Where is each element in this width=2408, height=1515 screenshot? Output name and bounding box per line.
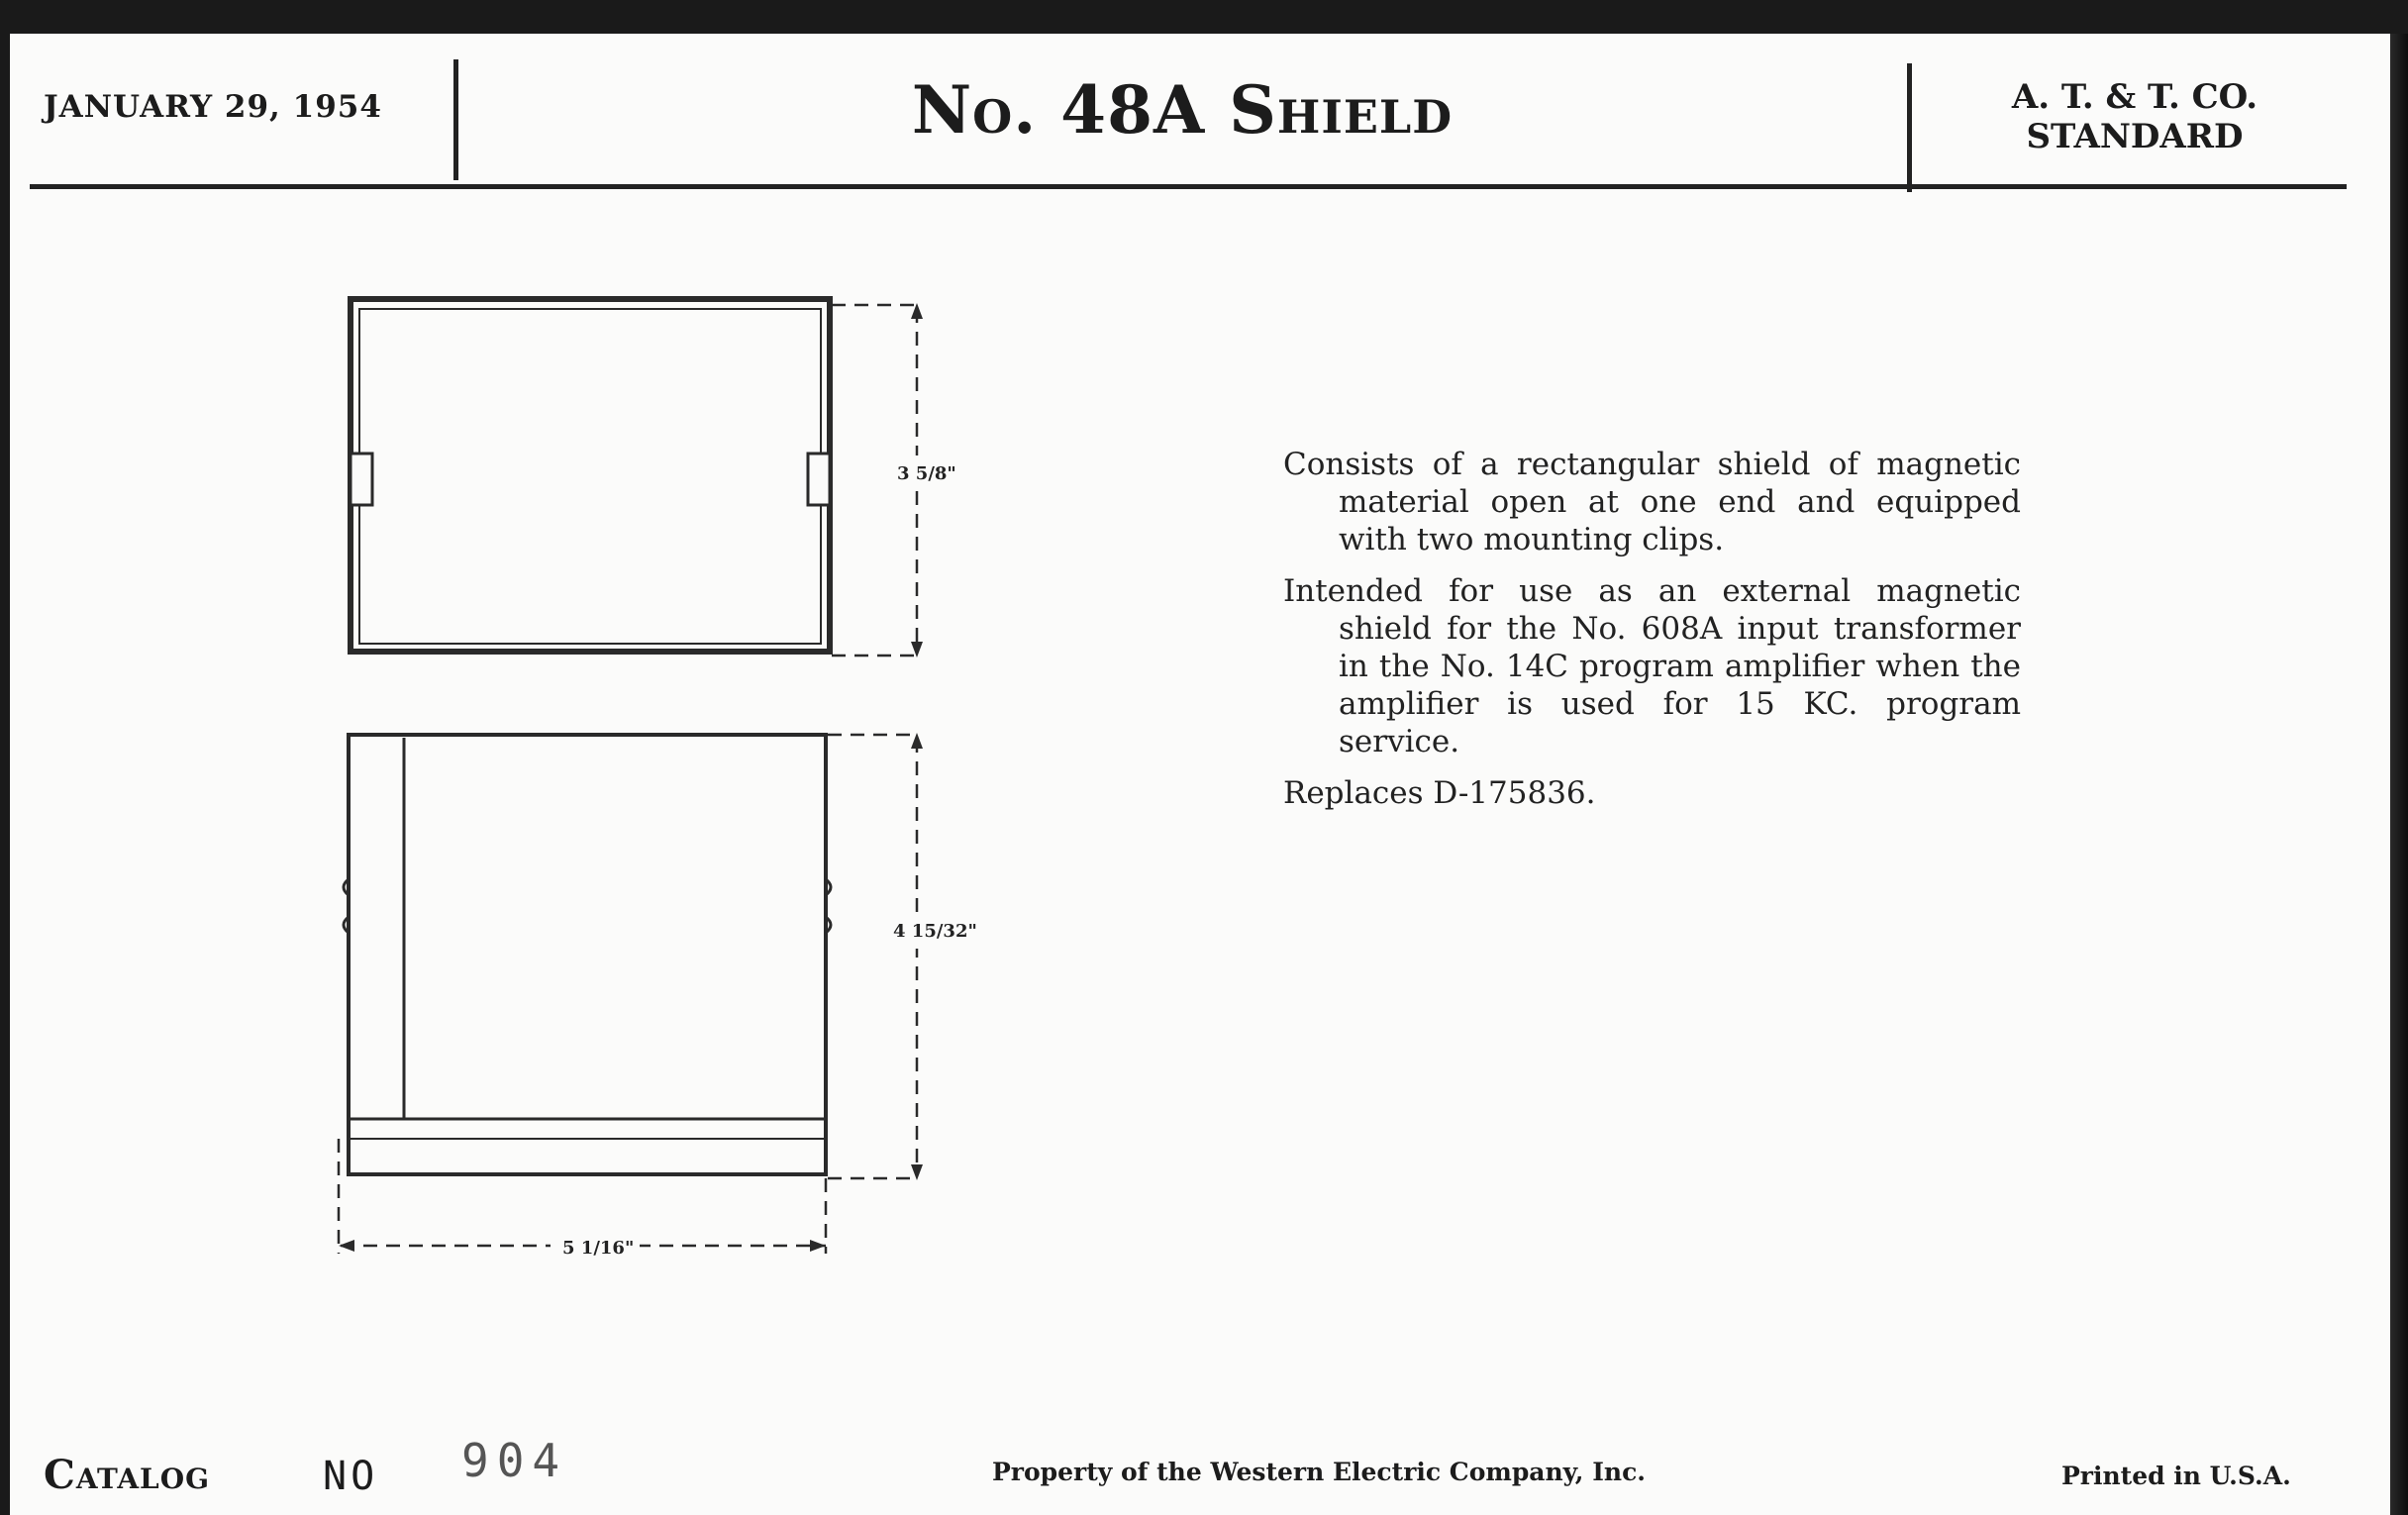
page-title: No. 48A Shield <box>911 71 1454 149</box>
catalog-label: Catalog <box>44 1452 211 1498</box>
description-paragraph: Consists of a rectangular shield of magnetic material open at one end and equipped with two mounting clips. <box>1283 447 2021 557</box>
printed-notice: Printed in U.S.A. <box>2061 1462 2291 1490</box>
description-paragraph: Intended for use as an external magnetic shield for the No. 608A input transformer in the No. 14C program amplifier when the amplifier is used for 15 KC. program service. <box>1283 573 2021 759</box>
catalog-no-label: NO <box>323 1454 379 1499</box>
property-notice: Property of the Western Electric Company, Inc. <box>992 1458 1647 1486</box>
description-paragraph: Replaces D-175836. <box>1283 775 1596 811</box>
dim-width: 5 1/16" <box>562 1238 635 1259</box>
dim-top-view-height: 3 5/8" <box>897 463 956 484</box>
standard-line-2: STANDARD <box>2026 117 2244 156</box>
description <box>1283 446 2021 826</box>
catalog-number: 904 <box>461 1434 568 1487</box>
dim-side-view-height: 4 15/32" <box>893 921 977 942</box>
side-view <box>344 735 831 1174</box>
top-view <box>351 299 830 652</box>
standard-line-1: A. T. & T. CO. <box>2011 77 2258 117</box>
header-date: JANUARY 29, 1954 <box>44 89 382 125</box>
